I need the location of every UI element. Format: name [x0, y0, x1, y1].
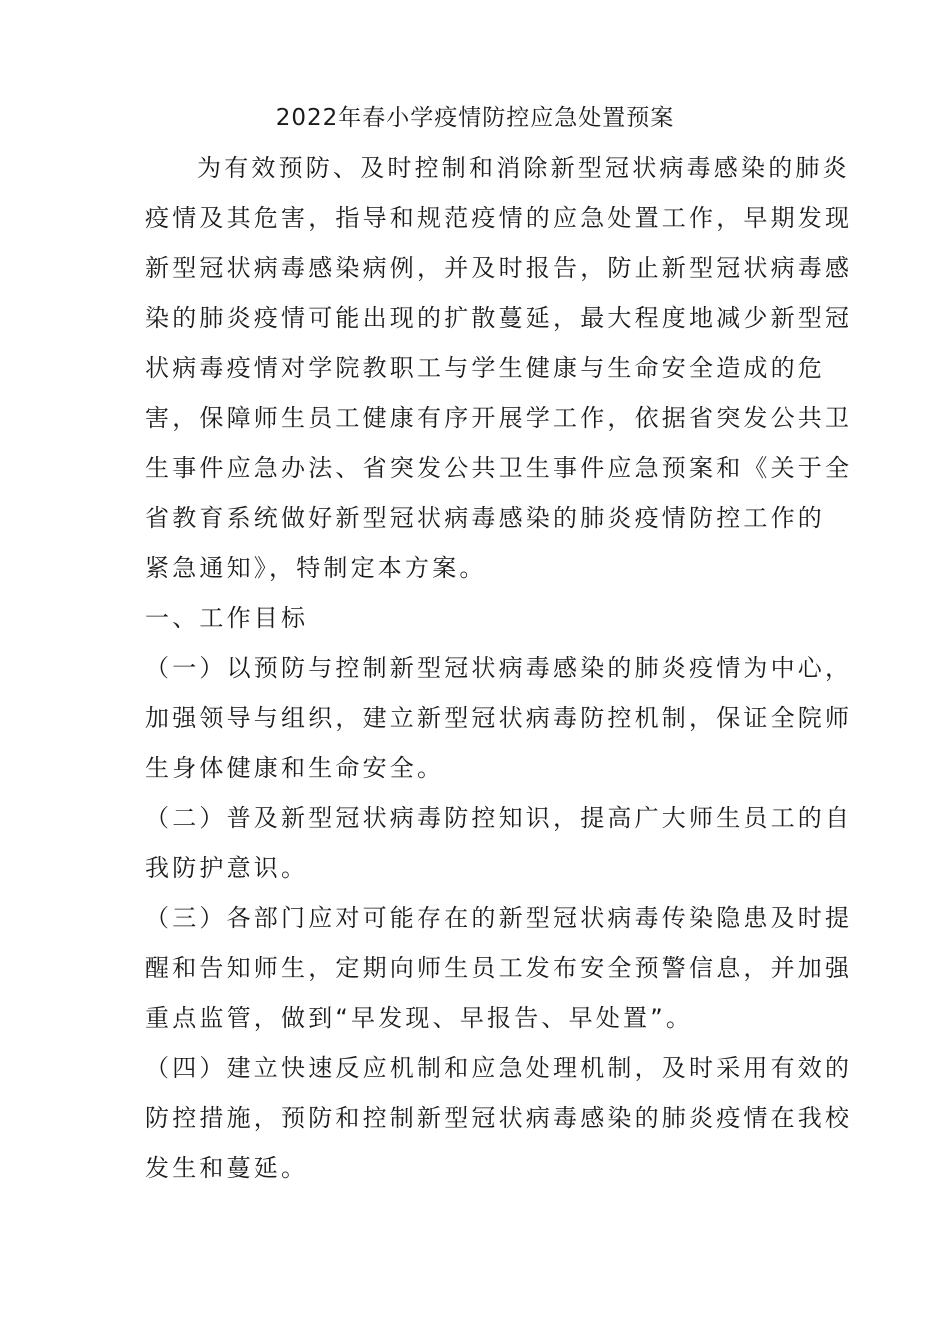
intro-line: 害，保障师生员工健康有序开展学工作，依据省突发公共卫 [145, 404, 853, 432]
document-title: 2022年春小学疫情防控应急处置预案 [275, 105, 675, 131]
intro-line: 为有效预防、及时控制和消除新型冠状病毒感染的肺炎 [197, 154, 850, 182]
intro-line: 新型冠状病毒感染病例，并及时报告，防止新型冠状病毒感 [145, 254, 853, 282]
goal-item-3-line: （三）各部门应对可能存在的新型冠状病毒传染隐患及时提 [145, 904, 853, 932]
goal-item-3-line: 重点监管，做到“早发现、早报告、早处置”。 [145, 1004, 694, 1032]
goal-item-2-line: 我防护意识。 [145, 854, 309, 882]
section-heading: 一、工作目标 [145, 604, 309, 632]
goal-item-4-line: 防控措施，预防和控制新型冠状病毒感染的肺炎疫情在我校 [145, 1104, 853, 1132]
goal-item-4-line: 发生和蔓延。 [145, 1154, 309, 1182]
intro-line: 状病毒疫情对学院教职工与学生健康与生命安全造成的危 [145, 354, 825, 382]
intro-line: 紧急通知》，特制定本方案。 [145, 554, 487, 582]
goal-item-3-line: 醒和告知师生，定期向师生员工发布安全预警信息，并加强 [145, 954, 853, 982]
goal-item-1-line: 生身体健康和生命安全。 [145, 754, 445, 782]
intro-line: 生事件应急办法、省突发公共卫生事件应急预案和《关于全 [145, 454, 853, 482]
goal-item-2-line: （二）普及新型冠状病毒防控知识，提高广大师生员工的自 [145, 804, 853, 832]
goal-item-1-line: （一）以预防与控制新型冠状病毒感染的肺炎疫情为中心， [145, 654, 853, 682]
goal-item-4-line: （四）建立快速反应机制和应急处理机制，及时采用有效的 [145, 1054, 853, 1082]
intro-line: 疫情及其危害，指导和规范疫情的应急处置工作，早期发现 [145, 204, 853, 232]
intro-line: 省教育系统做好新型冠状病毒感染的肺炎疫情防控工作的 [145, 504, 825, 532]
goal-item-1-line: 加强领导与组织，建立新型冠状病毒防控机制，保证全院师 [145, 704, 853, 732]
intro-line: 染的肺炎疫情可能出现的扩散蔓延，最大程度地减少新型冠 [145, 304, 853, 332]
